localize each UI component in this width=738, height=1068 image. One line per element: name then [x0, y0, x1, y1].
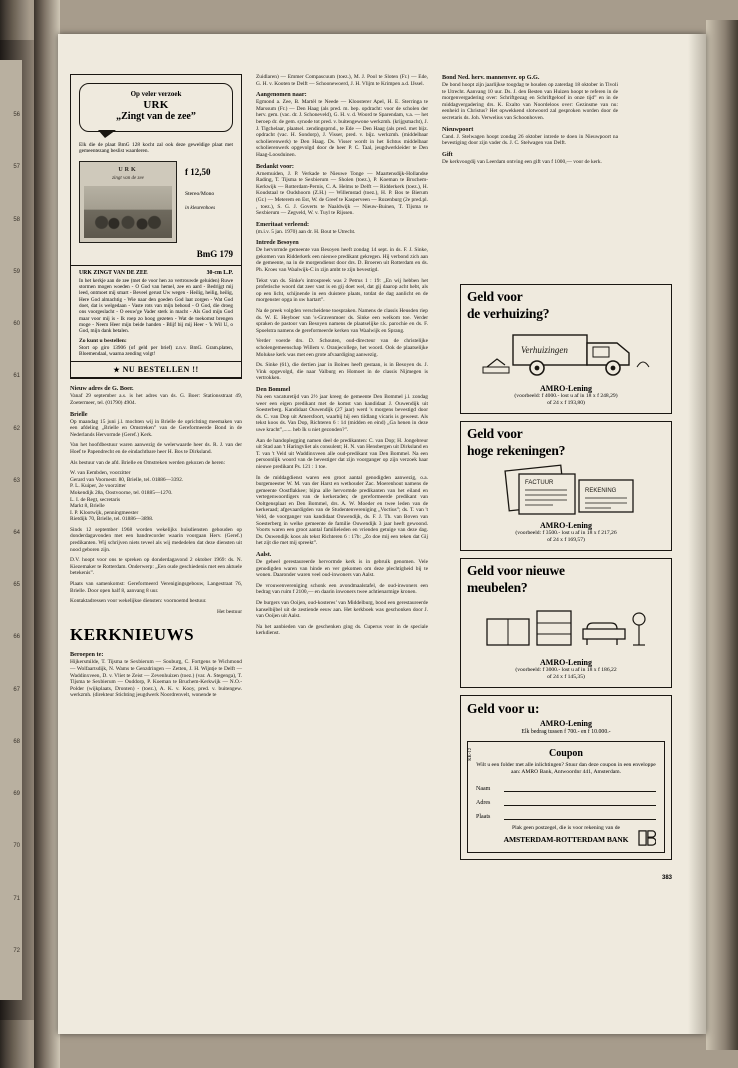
den-bommel-paragraph-2: Aan de handoplegging namen deel de predikanten: C. van Dop; H. Jongebreur uit Stad aan 't Haringvliet als consulent; H. N. van Hensbergen uit Dirksland en T. van 't Veld uit Waddinxveen alle oud-predikant van Den Bommel. Na een persoonlijk woord van de bevestiger dat zijn voorganger op zijn verzoek haar nieuwe predikant Ps. 121 : 1 toe.: [256, 437, 428, 470]
den-bommel-paragraph-3: In de middagdienst waren een groot aantal genodigden aanwezig, o.a. burgemeester W. M. van der Harst en wethouder Zac. Moerenhout namens de gemeente Oostflakkee; bijna alle hervormde predikanten van het eiland en vertegenwoordigers van de kerkeraden; de gereformeerde predikant van Ooltgensplaat en Den Bommel, drs. A. W. Moeder en twee leden van de kerkeraad; afgevaardigden van de Studentenvereniging „Voctius”; ds. T. van 't Veld, de voorganger van kandidaat Ouwendijk, ds. F. J. Th. van Boven van Soesterberg in welke gemeente de familie Ouwendijk 3 jaar heeft gewoond. Voorts waren een groot aantal familieleden en vrienden getuige van deze dag. Ds. Ouwendijk koos als tekst Richteren 6 : 17b: „Zo doe mij een teken dat Gij het zijt die met mij spreekt”.: [256, 474, 428, 547]
coupon-title: Coupon: [549, 748, 583, 759]
speech-bubble-tail-icon: [98, 130, 116, 138]
margin-line-number: 57: [13, 164, 20, 171]
brielle-board-1: Gerard van Voornestr. 80, Brielle, tel. 01886—3392.: [70, 476, 184, 483]
brielle-paragraph-5: D.V. hoopt voor ons te spreken op donderdagavond 2 oktober 1969: ds. N. Kiezemaker te Rotterdam. Onderwerp: „Een oude geschiedenis met een aktuele betekenis”.: [70, 557, 242, 577]
page-number: 383: [661, 875, 672, 882]
record-ad-product: [79, 161, 233, 243]
bond-text: De bond hoopt zijn jaarlijkse toogdag te houden op zaterdag 18 oktober in Tivoli te Utrecht. Aanvang 10 uur. Ds. J. den Besten van Huizen hoopt te referen in de morgenvergadering over: Schriftgezag en Schriftgeloof in onze tijd” en in de middagvergadering drs. K. Exalto van Noordeloos over: Gezinsme van nu: eenheid in Christus? Het opwekkend slotwoord zal gesproken worden door de secretaris ds. Joh. Verwelius van Schoonhoven.: [442, 82, 618, 121]
margin-line-number: 68: [13, 738, 20, 745]
margin-line-number: 62: [13, 425, 20, 432]
margin-line-number: 71: [13, 895, 20, 902]
amro-ad-general[interactable]: [460, 695, 672, 860]
coupon-field-plaats[interactable]: [476, 811, 656, 820]
margin-line-number: 61: [13, 373, 20, 380]
ad3-title-line2: meubelen?: [467, 579, 528, 595]
order-now-label: NU BESTELLEN !!: [122, 365, 199, 375]
coupon-postage-note: Plak geen postzegel, die is voor rekening van de: [512, 824, 620, 831]
sleeve-photo: [84, 186, 172, 238]
bedankt-text: Arnemuiden, J. P. Verkade te Nieuwe Tonge — Maartensdijk-Hollandse Rading, T. Tijsma te Sexbierum — Sholen (toez.), P. Koeman te Bruchem-Kerkwijk — Rotterdam-Pernis, C. A. Helms te Delft — Ridderkerk (toez.), H. Koudstaal te Oudshoorn (Z.H.) — Willemstad (toez.), H. P. Bos te Bierum (Gr.) — Meterem en Est, W. de Greef te Kasperveen — Rozenburg (2e pred.pl. , toez.), S. G. J. Goverts te Naaldwijk — Nieuw-Buinen, T. Tijsma te Sexbierum — Zegveld, W. v. Tuyl te Rijssen.: [256, 170, 428, 217]
margin-line-number: 67: [13, 686, 20, 693]
brielle-heading: Brielle: [70, 410, 88, 418]
brielle-board-2: P. L. Kuiper, 2e voorzitter: [70, 483, 126, 490]
aalst-paragraph-4: Na het aanbieden van de geschenken ging ds. Cuperus voor in de speciale kerkdienst.: [256, 623, 428, 637]
nieuwpoort-text: Cand. J. Stelwagen hoopt zondag 26 oktober intrede te doen in Nieuwpoort na bevestiging door zijn vader ds. J. C. Stelwagen van Delft.: [442, 133, 618, 147]
coupon-label-adres: Adres: [476, 799, 491, 806]
margin-line-number: 72: [13, 947, 20, 954]
margin-line-number: 56: [13, 112, 20, 119]
beroepen-text: Hijkersmilde, T. Tijsma te Sexbierum — Souburg, C. Fortgens te Wichmond — Wolfaartsdijk, N. Wams te Genzdringen — Zetten, J. H. Wijntje te Delft — Waddinxveen, D. v. Vliet te Zeist — Zevenhuizen (toez.) (var. A. Stegenga), T. Tijsma te Sexbierum — Ouddorp, P. Koeman te Bruchem-Kerkwijk — N.O.-Polder (wijkplaats, Dronten) - (toez.), A. K. v. Kooy, pred. v. buitengew. werkzmh. (direkteur Stichting jeugdwerk Noordrenvelt, wonende te: [70, 659, 242, 699]
margin-line-number: 63: [13, 477, 20, 484]
new-address-text: Vanaf 29 september a.s. is het adres van ds. G. Boer: Stationsstraat 49, Zoetermeer, tel. (01790) 4904.: [70, 393, 242, 406]
margin-line-number: 65: [13, 582, 20, 589]
sleeve-subtitle: zingt van de zee: [112, 175, 144, 181]
record-ad-speech-bubble: [79, 83, 233, 132]
brielle-board-7: Rietdijk 70, Brielle, tel. 01886—3898.: [70, 516, 154, 523]
amro-bank-logo-icon: [638, 830, 656, 846]
bank-name: AMSTERDAM-ROTTERDAM BANK: [503, 835, 629, 845]
intrede-paragraph-5: Ds. Sinke (61), die dertien jaar in Bolnes heeft gestaan, is in Besoyen ds. J. Vink opgevolgd, die naar Valburg en Homoet in de classis Nijmegen is vertrokken.: [256, 362, 428, 382]
margin-line-number: 60: [13, 321, 20, 328]
record-ad-details: [185, 161, 215, 243]
order-now-banner[interactable]: [71, 361, 241, 378]
record-format-size: 30-cm L.P.: [206, 269, 233, 276]
brielle-paragraph-3: Als bestuur van de afd. Brielle en Omstreken werden gekozen de heren:: [70, 459, 226, 466]
sleeve-title: URK: [118, 166, 138, 173]
coupon-input-plaats[interactable]: [504, 811, 656, 820]
intrede-paragraph-4: Verder voerde drs. D. Schouten, oud-directeur van de christelijke scholengemeenschap Willem v. Oranjecollege, het woord. Ook de plaatselijke Molukse kerk was met een grote afvaardiging aanwezig.: [256, 338, 428, 358]
coupon-label-plaats: Plaats: [476, 813, 491, 820]
section-title-kerknieuws: KERKNIEUWS: [70, 625, 195, 645]
record-order-block: [79, 338, 233, 357]
furniture-icon: [467, 597, 665, 655]
brielle-board-4: L. I. de Regt, secretaris: [70, 496, 121, 503]
ad2-brand: AMRO-Lening: [540, 521, 592, 530]
aalst-paragraph-3: De burgers van Ooijen, oud-kosteres’ van Middelburg, bood een gerestaureerde kanselbijbel uit de zestiende eeuw aan. Het kerkboek was geschonken door J. van Ooijen uit Aalst.: [256, 600, 428, 620]
ad-example-line1: (voorbeeld: f 4000.- lost u af in 18 x f 248,29): [514, 393, 618, 399]
record-advertisement[interactable]: [70, 74, 242, 379]
magazine-page: [58, 34, 706, 1034]
star-icon: ★: [113, 366, 121, 375]
bond-heading: Bond Ned. herv. mannenver. op G.G.: [442, 74, 540, 81]
ad4-brand: AMRO-Lening: [540, 719, 592, 728]
intrede-paragraph-2: Tekst van ds. Sinke's introspreek was 2 Petrus 1 : 19: „En wij hebben het profetische woord dat zeer vast is en gij doet wel, dat gij daarop acht hebt, als op een licht, schijnende in een duistere plaats, totdat de dag aanlicht en de morgenster opga in uw hartart”.: [256, 277, 428, 304]
intrede-paragraph-1: De hervormde gemeente van Besoyen heeft zondag 14 sept. in ds. F. J. Sinke, gekomen van Ridderkerk een nieuwe predikant gekregen. Hij verbond zich aan de gemeente, na in de morgendienst door drs. D. Broeren uit Rotterdam en ds. Ph. Kroes van Waalwijk-C in zijn ambt te zijn bevestigd.: [256, 247, 428, 274]
coupon-input-naam[interactable]: [504, 783, 656, 792]
gift-heading: Gift: [442, 150, 453, 158]
column-two: [256, 74, 428, 641]
invoice-stack-icon: [467, 460, 665, 518]
coupon-field-naam[interactable]: [476, 783, 656, 792]
ad3-brand: AMRO-Lening: [540, 658, 592, 667]
brielle-board-0: W. van Eembden, voorzitter: [70, 470, 131, 477]
emeritaat-text: (m.i.v. 5 jan. 1970) aan dr. H. Bout te Utrecht.: [256, 228, 356, 235]
record-sleeve-note: in kleurenhoes: [185, 204, 216, 211]
amro-ad-furniture[interactable]: [460, 558, 672, 688]
den-bommel-heading: Den Bommel: [256, 385, 291, 393]
record-catalog-number: BmG 179: [196, 248, 233, 259]
margin-line-number: 69: [13, 791, 20, 798]
brielle-board-3: Mokendijk 28a, Oostvoorne, tel. 01885—1270.: [70, 489, 173, 496]
amro-ad-moving[interactable]: [460, 284, 672, 414]
den-bommel-paragraph-1: Na een vacaturetijd van 2½ jaar kreeg de gemeente Den Bommel j.l. zondag weer een eigen predikant met de komst van kandidaat J. Ouwendijk uit Soesterberg. Kandidaat Ouwendijk (27 jaar) werd 's morgens bevestigd door ds. C. van Dop uit Amersfoort, waarbij hij een tiidlang vicaris is geweest. Als tekst koos ds. Van Dop, Richteren 6 : 14 (midden en eind) „Ga henen in deze uwe kracht”,...... heb Ik u niet gezonden?”.: [256, 393, 428, 433]
record-ad-bubble-line3: „Zingt van de zee”: [116, 111, 196, 122]
gift-text: De kerkvoogdij van Leerdam ontving een gift van f 1000,— voor de kerk.: [442, 158, 602, 165]
brielle-paragraph-4: Sinds 12 september 1968 worden wekelijks huisdiensten gehouden op donderdagavonden met een bandrecorder waarin voorgaan Herv. (Geref.) predikanten. Wij schrijven niets teveel als wij mededelen dat deze diensten uit nood geboren zijn.: [70, 526, 242, 553]
ad3-title-line1: Geld voor nieuwe: [467, 563, 565, 578]
intrede-besoyen-heading: Intrede Besoyen: [256, 239, 299, 247]
record-price: f 12,50: [185, 166, 211, 177]
record-ad-bubble-line1: Op veler verzoek: [130, 90, 182, 98]
record-title-row: [79, 270, 233, 276]
column-one: [70, 74, 242, 703]
brielle-paragraph-7: Kontaktadressen voor wekelijkse diensten: voornoemd bestuur.: [70, 598, 207, 605]
ad2-title-line1: Geld voor: [467, 426, 523, 441]
advertisement-column: [460, 284, 672, 882]
beroepen-heading: Beroepen te:: [70, 651, 104, 659]
coupon-form[interactable]: [467, 741, 665, 853]
aalst-paragraph-2: De vrouwenvereniging schonk een avondmaalstafel, de oud-inwoners een bedrag van ruim f 2100,— en daarin inwoners twee achtienarmige kronen.: [256, 582, 428, 596]
margin-line-number: 70: [13, 843, 20, 850]
record-title: URK ZINGT VAN DE ZEE: [79, 269, 148, 276]
ad4-range: Elk bedrag tussen f 700.- en f 10.000.-: [521, 729, 611, 735]
moving-van-icon: [467, 323, 665, 381]
brielle-board-6: I. P. Klootwijk, penningmeester: [70, 509, 139, 516]
ad2-example-line1: (voorbeeld: f 3500.- lost u af in 18 x f 217,26: [515, 530, 617, 536]
svg-text:REKENING: REKENING: [585, 488, 617, 494]
brielle-paragraph-6: Plaats van samenkomst: Gereformeerd Verenigingsgebouw, Langestraat 76, Brielle. Door open half 8, aanvang 8 uur.: [70, 581, 242, 594]
ad3-example-line1: (voorbeeld: f 3000.- lost u af in 18 x f 186,22: [515, 667, 617, 673]
svg-text:Verhuizingen: Verhuizingen: [521, 345, 568, 355]
brielle-paragraph-2: Van het hoofdbestuur waren aanwezig de welerwaarde heer ds. R. J. van der Hoef te Papendrecht en de eindachtbare heer H. Bos te Dirksland.: [70, 442, 242, 455]
coupon-instructions: Wilt u een folder met alle inlichtingen? Stuur dan deze coupon in een enveloppe aan: AMRO Bank, Antwoordnr 441, Amsterdam.: [476, 762, 656, 776]
aangenomen-heading: Aangenomen naar:: [256, 91, 307, 99]
coupon-code: KK-12: [467, 748, 472, 761]
margin-line-number: 58: [13, 216, 20, 223]
brielle-signature: Het bestuur: [216, 608, 242, 615]
ad-example-line2: of 24 x f 193,80): [547, 400, 585, 406]
right-book-edge: [706, 20, 738, 1050]
aalst-paragraph-1: De geheel gerestaureerde hervormde kerk is in gebruik genomen. Vele genodigden waren van hinde en ver gekomen om deze plechtigheid bij te wonen. Daaronder waren veel oud-inwoners van Aalst.: [256, 559, 428, 579]
left-margin-number-strip: [0, 60, 22, 1000]
bedankt-heading: Bedankt voor:: [256, 162, 294, 170]
coupon-field-adres[interactable]: [476, 797, 656, 806]
margin-line-number: 66: [13, 634, 20, 641]
amro-ad-bills[interactable]: [460, 421, 672, 551]
page-content: [70, 74, 688, 1004]
record-ad-description: Elk die de plaat BmG 128 kocht zal ook deze geweldige plaat met gemeentezang beslist waarderen.: [79, 142, 233, 155]
coupon-label-naam: Naam: [476, 785, 491, 792]
record-format: Stereo/Mono: [185, 190, 215, 197]
ad2-example-line2: of 24 x f 169,57): [547, 537, 585, 543]
divider: [71, 265, 241, 266]
svg-text:FACTUUR: FACTUUR: [525, 480, 554, 486]
record-order-heading: Zo kunt u bestellen:: [79, 338, 127, 345]
brielle-paragraph-1: Op maandag 15 juni j.l. mochten wij in Brielle de oprichting meemaken van een afdeling „Brielle en Omstreken” van de Gereformeerde Bond in de Nederlands Hervormde (Geref.) Kerk.: [70, 418, 242, 438]
ad-brand: AMRO-Lening: [540, 384, 592, 393]
coupon-input-adres[interactable]: [504, 797, 656, 806]
book-gutter-shadow: [34, 0, 60, 1068]
new-address-heading: Nieuw adres de G. Boer.: [70, 385, 134, 393]
brielle-board-5: Markt 8, Brielle: [70, 503, 105, 510]
aalst-heading: Aalst.: [256, 551, 272, 559]
column-three: [442, 74, 618, 169]
margin-line-number: 64: [13, 530, 20, 536]
emeritaat-heading: Emeritaat verleend:: [256, 220, 310, 228]
record-ad-bubble-line2: URK: [143, 99, 169, 111]
record-sleeve-image: [79, 161, 177, 243]
aangenomen-text: Egmond a. Zee, B. Martèl te Neede — Kloosterer Apel, H. E. Sterringa te Marssum (Fr.) — Den Haag (als pred. m. bep. opdracht: voor de scholen der herv. gem. (vac. dr. J. Schoneveld), G. H. v. d. Woord te Sparendam, v.a. — het beroep dr. de gem. synode tot pred. v. buitengewone werkzmh. (krijgsmacht), J. J. Tigchelaar, plaatsel. zendingsprnd., te Ede — Den Haag (als pred. met bijz. opdracht (vac. H. Sondorp), J. Visser, pred. v. bijz. werkzmh. (middelbaar scholierenwerk) te Den Haag. Ds. Visser wordt in het lichtus middelbaar scholierenwerk opgevolgd door de heer P. C. Taal, jeugdwerkleider te Den Haag-Loosduinen.: [256, 99, 428, 158]
ad2-title-line2: hoge rekeningen?: [467, 442, 566, 458]
ad4-title: Geld voor u:: [467, 701, 540, 716]
record-order-text: Stort op giro 13906 (of geld per brief) z.n.v. BmG. Gram.platen, Bloemendaal, waarna zending volgt!: [79, 344, 233, 358]
ad-title-line1: Geld voor: [467, 289, 523, 304]
column-two-continuation: Zuidlaren) — Emmer Compascuum (toez.), M. J. Pool te Sloten (Fr.) — Ede, G. H. v. Kooten te Delft — Schoonewoerd, J. H. Vlijm te Krimpen a.d. IJssel.: [256, 74, 428, 87]
record-tracklist: In het kerkje aan de zee (met de voor hen zo vertrouwde geluiden) Ruwe stormen mogen woeden - O God van hemel, zee en aard - Bedrijgt mij leed, ontmoet mij smart - Beveel gerust Uw wegen - Heilig, heilig, heilig, Here God almachtig - Wie naar den goeden God laat zorgen - Wat God doet, dat is welgedaan - Vaste rots van mijn behoud - O God, die droeg ons voorgeslacht - O eeuw'ge Vader sterk in macht - Als God mijn God maar voor mij is - Ik roep zo hoog gezeten - Wat de toekomst brengen moge - Neem Heer mijn beide handen - Blijf bij mij Heer - 'k Wil U, o God, mijn dank betalen.: [79, 277, 233, 335]
ad-title-line2: de verhuizing?: [467, 305, 550, 321]
ad3-example-line2: of 24 x f 145,35): [547, 674, 585, 680]
intrede-paragraph-3: Na de preek volgden verscheidene toespraken. Namens de classis Heusden riep ds. W. E. Heyboer van 's-Gravenmoer ds. Sinke een welkom toe. Verder spraken de pastoor van Besoyen namens de plaatselijke r.k. parochie en ds. F. Spoelstra namens de gereformeerde kerken van Waalwijk en Sprang.: [256, 308, 428, 334]
nieuwpoort-heading: Nieuwpoort: [442, 125, 474, 133]
margin-line-number: 59: [13, 268, 20, 275]
